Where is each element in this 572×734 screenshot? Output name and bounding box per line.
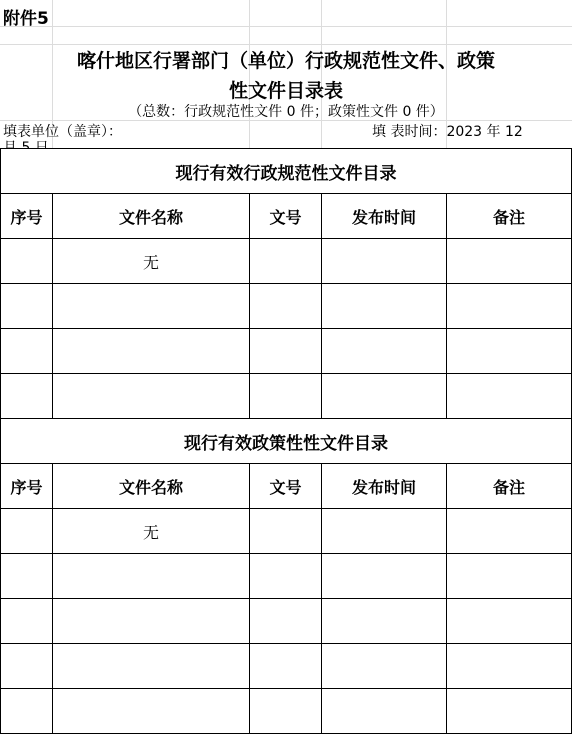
table-cell[interactable] [322,554,447,599]
section-title: 现行有效政策性性文件目录 [1,419,572,464]
fill-time-wrapped [3,137,49,146]
col-header-remarks: 备注 [447,194,572,239]
gridline [0,26,572,27]
table-cell[interactable] [53,554,250,599]
table-cell[interactable] [322,329,447,374]
section-title-row [1,419,572,464]
col-header-number: 文号 [250,464,322,509]
gridline [321,0,322,148]
table-cell[interactable] [53,644,250,689]
table-cell[interactable]: 无 [53,239,250,284]
table-cell[interactable] [250,509,322,554]
document-title-line2: 性文件目录表 [228,80,343,102]
table-cell[interactable] [447,284,572,329]
section-title: 现行有效行政规范性文件目录 [1,149,572,194]
table-cell[interactable] [447,509,572,554]
col-header-name: 文件名称 [53,194,250,239]
table-cell[interactable] [447,239,572,284]
table-row [1,239,572,284]
table-cell[interactable] [1,599,53,644]
table-cell[interactable] [1,374,53,419]
table-cell[interactable] [447,599,572,644]
table-row [1,284,572,329]
column-header-row [1,194,572,239]
table-cell[interactable] [250,374,322,419]
table-cell[interactable] [250,644,322,689]
regulatory-documents-table [0,148,572,419]
table-cell[interactable] [53,284,250,329]
table-cell[interactable] [53,599,250,644]
table-cell[interactable] [447,689,572,734]
table-row [1,509,572,554]
table-cell[interactable] [1,554,53,599]
table-cell[interactable] [1,239,53,284]
table-row [1,554,572,599]
gridline [0,44,572,45]
section-title-row [1,149,572,194]
table-cell[interactable] [250,239,322,284]
col-header-number: 文号 [250,194,322,239]
table-cell[interactable] [447,329,572,374]
table-cell[interactable] [322,689,447,734]
table-cell[interactable] [250,554,322,599]
table-cell[interactable] [447,644,572,689]
table-cell[interactable] [322,374,447,419]
table-cell[interactable] [53,329,250,374]
col-header-index: 序号 [1,194,53,239]
col-header-date: 发布时间 [322,464,447,509]
table-row [1,374,572,419]
gridline [249,0,250,148]
table-row [1,329,572,374]
table-cell[interactable] [250,599,322,644]
table-cell[interactable] [1,644,53,689]
table-cell[interactable] [53,689,250,734]
fill-time-label: 填 表时间：2023 年 12 [372,124,523,140]
table-cell[interactable] [53,374,250,419]
table-cell[interactable] [1,509,53,554]
col-header-name: 文件名称 [53,464,250,509]
table-cell[interactable] [322,644,447,689]
summary-count: （总数：行政规范性文件 0 件；政策性文件 0 件） [128,104,444,120]
table-cell[interactable] [250,329,322,374]
table-cell[interactable] [447,374,572,419]
table-row [1,644,572,689]
document-title: 喀什地区行署部门（单位）行政规范性文件、政策 [76,50,495,72]
table-cell[interactable] [322,599,447,644]
attachment-label: 附件5 [3,9,49,29]
table-cell[interactable] [322,284,447,329]
table-cell[interactable] [322,239,447,284]
table-cell[interactable] [250,689,322,734]
col-header-date: 发布时间 [322,194,447,239]
table-cell[interactable]: 无 [53,509,250,554]
col-header-index: 序号 [1,464,53,509]
table-cell[interactable] [447,554,572,599]
fill-unit-label: 填表单位（盖章）： [3,124,122,140]
policy-documents-table [0,418,572,734]
table-cell[interactable] [322,509,447,554]
table-row [1,689,572,734]
table-row [1,599,572,644]
table-cell[interactable] [1,689,53,734]
table-cell[interactable] [250,284,322,329]
table-cell[interactable] [1,329,53,374]
column-header-row [1,464,572,509]
col-header-remarks: 备注 [447,464,572,509]
table-cell[interactable] [1,284,53,329]
